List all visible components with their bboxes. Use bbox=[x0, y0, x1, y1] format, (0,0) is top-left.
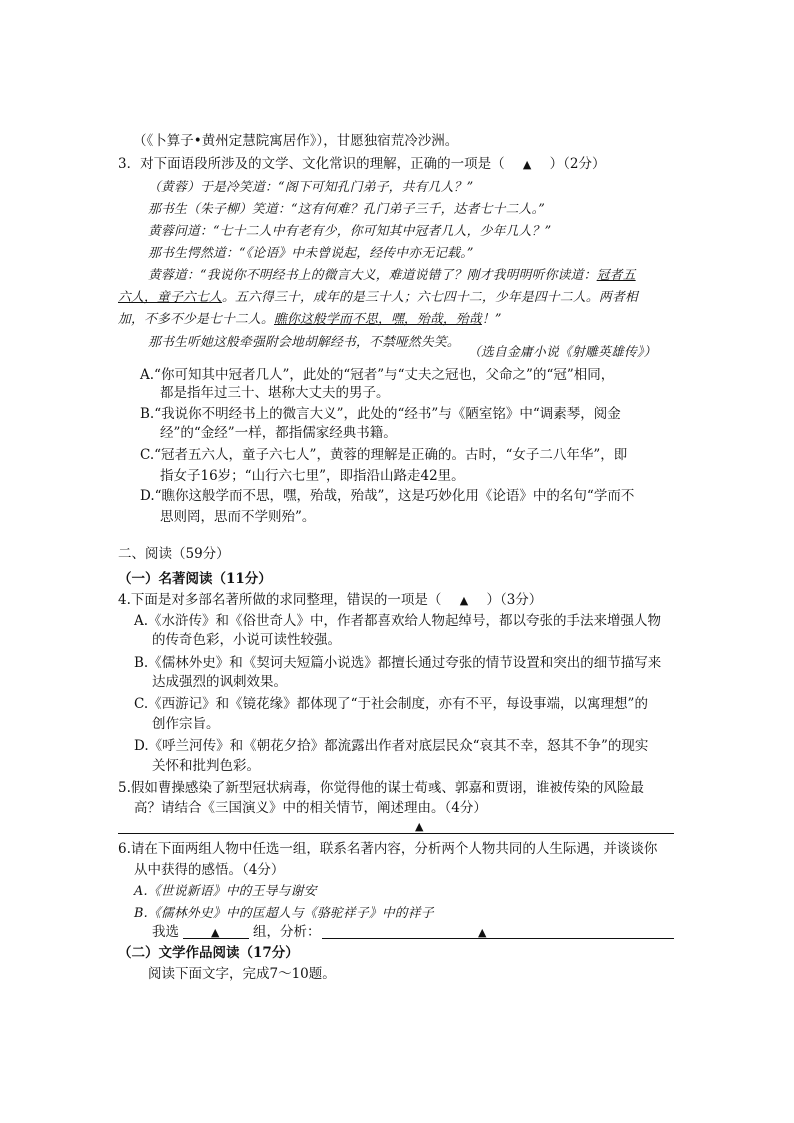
answer-triangle-icon: ▲ bbox=[415, 820, 424, 833]
q3-passage-line: 那书生愕然道：“《论语》中未曾说起，经传中亦无记载。” bbox=[148, 246, 474, 261]
q4-stem-end: ）（3分） bbox=[486, 592, 543, 608]
q3-source: （选自金庸小说《射雕英雄传》） bbox=[468, 345, 657, 360]
q6-analysis-blank[interactable] bbox=[322, 938, 674, 939]
q6-stem-cont: 从中获得的感悟。（4分） bbox=[134, 862, 285, 878]
q4-option-a-cont: 的传奇色彩，小说可读性较强。 bbox=[152, 632, 341, 648]
q6-answer-choice-label: 我选 bbox=[152, 924, 179, 940]
reading-intro: 阅读下面文字，完成7～10题。 bbox=[148, 966, 336, 982]
answer-triangle-icon: ▲ bbox=[459, 594, 469, 607]
subsection-heading: （二）文学作品阅读（17分） bbox=[118, 945, 299, 961]
q6-option-a: A.《世说新语》中的王导与谢安 bbox=[134, 884, 317, 899]
q3-passage-line: 黄蓉问道：“七十二人中有老有少，你可知其中冠者几人，少年几人？” bbox=[148, 224, 552, 239]
q6-analysis-label: 组，分析： bbox=[253, 924, 321, 940]
q6-stem: 6.请在下面两组人物中任选一组，联系名著内容，分析两个人物共同的人生际遇，并谈谈你 bbox=[118, 841, 658, 857]
q3-option-a: A.“你可知其中冠者几人”，此处的“冠者”与“丈夫之冠也，父命之”的“冠”相同， bbox=[140, 367, 615, 383]
q3-option-b-cont: 经”的“金经”一样，都指儒家经典书籍。 bbox=[160, 425, 397, 441]
q3-option-d: D.“瞧你这般学而不思，嘿，殆哉，殆哉”，这是巧妙化用《论语》中的名句“学而不 bbox=[140, 488, 635, 504]
q4-option-d-cont: 关怀和批判色彩。 bbox=[152, 758, 260, 774]
q3-underlined-quote: 六人，童子六七人 bbox=[118, 290, 222, 305]
q3-option-b: B.“我说你不明经书上的微言大义”，此处的“经书”与《陋室铭》中“调素琴，阅金 bbox=[140, 406, 621, 422]
q4-option-a: A.《水浒传》和《俗世奇人》中，作者都喜欢给人物起绰号，都以夸张的手法来增强人物 bbox=[134, 613, 662, 629]
q4-option-b-cont: 达成强烈的讽刺效果。 bbox=[152, 674, 287, 690]
q5-stem-cont: 高？请结合《三国演义》中的相关情节，阐述理由。（4分） bbox=[134, 800, 487, 816]
q3-passage-text: 。五六得三十，成年的是三十人；六七四十二，少年是四十二人。两者相 bbox=[221, 290, 638, 305]
q6-option-b: B.《儒林外史》中的匡超人与《骆驼祥子》中的祥子 bbox=[134, 906, 434, 921]
q4-stem-text: 4.下面是对多部名著所做的求同整理，错误的一项是（ bbox=[118, 592, 442, 608]
q3-passage-line: （黄蓉）于是冷笑道：“阁下可知孔门弟子，共有几人？” bbox=[148, 180, 474, 195]
q4-option-c: C.《西游记》和《镜花缘》都体现了“于社会制度，亦有不平，每设事端，以寓理想”的 bbox=[134, 696, 648, 712]
q4-stem bbox=[118, 591, 542, 610]
q3-stem-end: ）（2分） bbox=[549, 156, 606, 172]
q3-passage-text: 加，不多不少是七十二人。 bbox=[118, 312, 274, 327]
answer-triangle-icon: ▲ bbox=[211, 926, 220, 939]
q4-option-d: D.《呼兰河传》和《朝花夕拾》都流露出作者对底层民众“哀其不幸，怒其不争”的现实 bbox=[134, 738, 649, 754]
q3-underlined-quote: 瞧你这般学而不思，嘿，殆哉，殆哉 bbox=[273, 312, 482, 327]
q3-passage-text: ！” bbox=[481, 312, 502, 327]
q3-stem bbox=[118, 155, 606, 174]
q2-tail: （《卜算子•黄州定慧院寓居作》），甘愿独宿荒冷沙洲。 bbox=[133, 133, 459, 149]
q5-stem: 5.假如曹操感染了新型冠状病毒，你觉得他的谋士荀彧、郭嘉和贾诩，谁被传染的风险最 bbox=[118, 780, 644, 796]
q3-option-c: C.“冠者五六人，童子六七人”，黄蓉的理解是正确的。古时，“女子二八年华”，即 bbox=[140, 447, 628, 463]
q3-option-d-cont: 思则罔，思而不学则殆”。 bbox=[160, 509, 316, 525]
q3-passage-text: 黄蓉道：“我说你不明经书上的微言大义，难道说错了？刚才我明明听你读道： bbox=[148, 268, 597, 283]
q3-stem-text: 3．对下面语段所涉及的文学、文化常识的理解，正确的一项是（ bbox=[118, 156, 505, 172]
q3-passage-line: 那书生（朱子柳）笑道：“这有何难？孔门弟子三千，达者七十二人。” bbox=[148, 202, 545, 217]
q3-option-a-cont: 都是指年过三十、堪称大丈夫的男子。 bbox=[160, 385, 390, 401]
q3-option-c-cont: 指女子16岁；“山行六七里”，即指沿山路走42里。 bbox=[160, 468, 465, 484]
q3-passage-line bbox=[118, 288, 638, 307]
q4-option-c-cont: 创作宗旨。 bbox=[152, 716, 220, 732]
answer-triangle-icon: ▲ bbox=[522, 158, 532, 171]
q3-underlined-quote: 冠者五 bbox=[596, 268, 636, 283]
answer-triangle-icon: ▲ bbox=[478, 926, 487, 939]
q3-passage-line bbox=[118, 310, 502, 329]
q4-option-b: B.《儒林外史》和《契诃夫短篇小说选》都擅长通过夸张的情节设置和突出的细节描写来 bbox=[134, 655, 662, 671]
section-heading: 二、阅读（59分） bbox=[118, 546, 230, 562]
q3-passage-line: 那书生听她这般牵强附会地胡解经书，不禁哑然失笑。 bbox=[148, 335, 460, 350]
q3-passage-line bbox=[148, 266, 636, 285]
subsection-heading: （一）名著阅读（11分） bbox=[118, 571, 272, 587]
q5-answer-line[interactable] bbox=[118, 833, 674, 834]
